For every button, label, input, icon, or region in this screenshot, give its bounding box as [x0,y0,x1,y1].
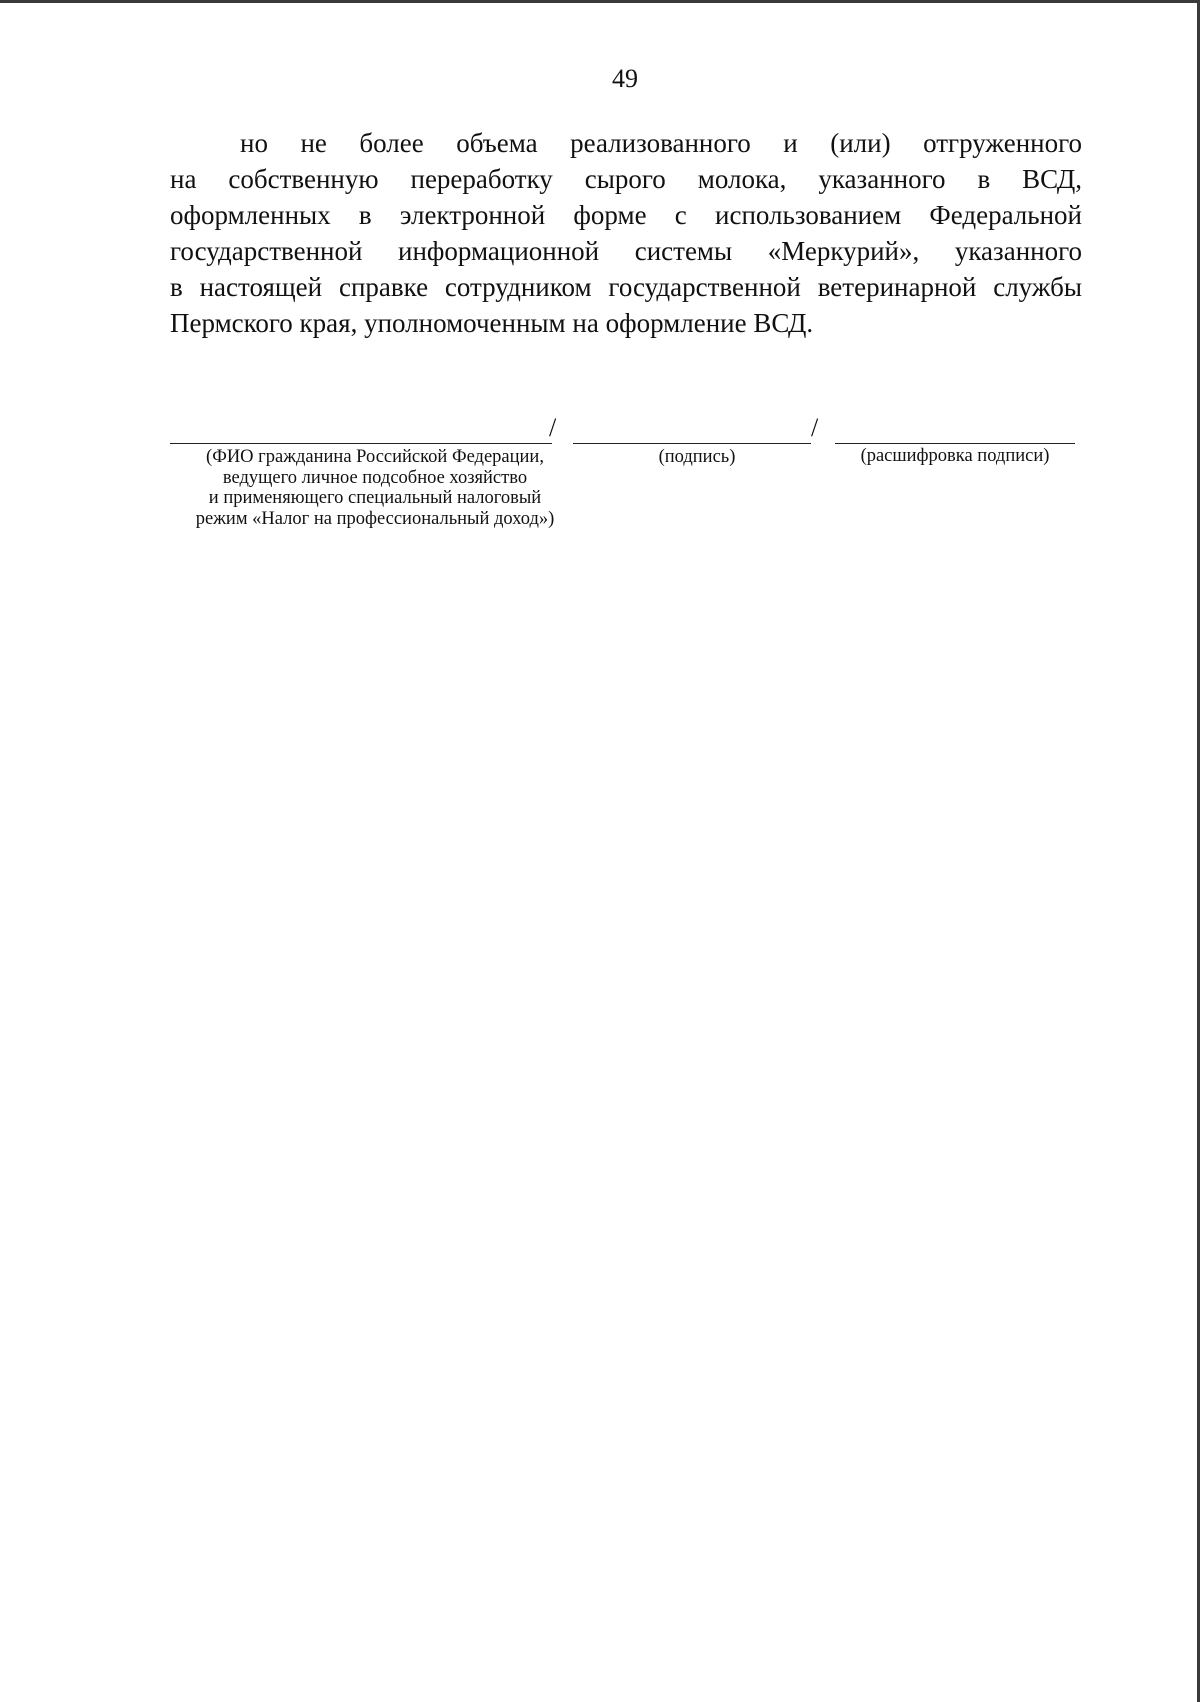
signature-line [573,443,811,444]
body-paragraph [170,125,1082,341]
fio-caption-line: режим «Налог на профессиональный доход») [195,508,555,529]
paragraph-line: на собственную переработку сырого молока, указанного в ВСД, [170,164,1082,194]
separator-slash: / [549,413,557,442]
fio-line [170,443,552,444]
fio-caption [160,447,590,529]
signature-caption: (подпись) [658,447,736,467]
transcript-caption: (расшифровка подписи) [860,446,1050,466]
paragraph-line: оформленных в электронной форме с использованием Федеральной [170,200,1082,230]
fio-caption-line: (ФИО гражданина Российской Федерации, [206,447,544,467]
separator-slash: / [811,413,819,442]
scan-edge-top [0,0,1200,3]
page-number: 49 [612,64,638,93]
fio-caption-line: и применяющего специальный налоговый [208,488,542,508]
paragraph-line: Пермского края, уполномоченным на оформление ВСД. [170,308,814,338]
paragraph-line: но не более объема реализованного и (или) отгруженного [240,128,1082,158]
transcript-line [835,443,1075,444]
paragraph-line: государственной информационной системы «Меркурий», указанного [170,236,1082,266]
fio-caption-line: ведущего личное подсобное хозяйство [222,467,528,488]
paragraph-line: в настоящей справке сотрудником государственной ветеринарной службы [170,272,1082,302]
